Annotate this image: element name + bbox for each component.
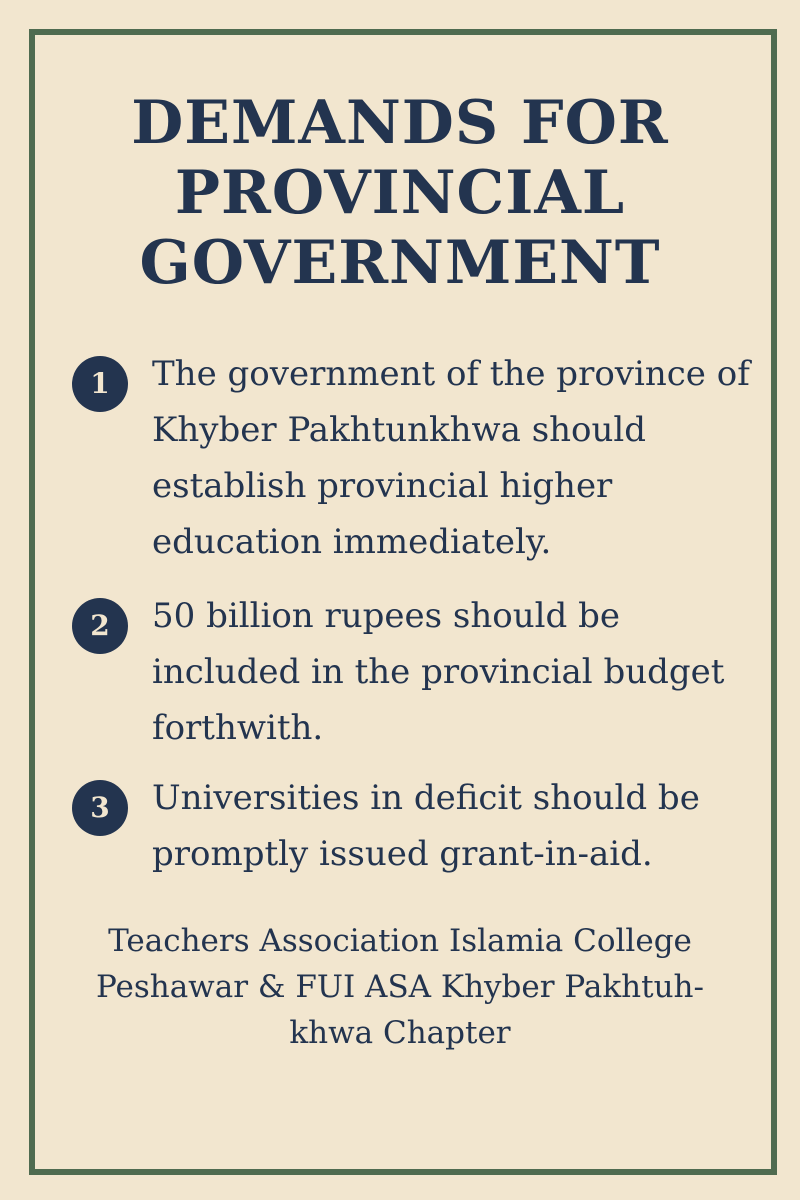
title-line-3: GOVERNMENT [139, 228, 661, 298]
credit-line-2: Peshawar & FUI ASA Khyber Pakhtuh- [96, 969, 704, 1005]
credit-line-3: khwa Chapter [289, 1015, 511, 1051]
demand-text: Universities in deficit should be promptly issued grant-in-aid. [152, 778, 700, 874]
organization-credit [70, 918, 730, 1056]
demand-number-badge: 1 [72, 356, 128, 412]
title-line-1: DEMANDS FOR [131, 88, 669, 158]
title-line-2: PROVINCIAL [174, 158, 626, 228]
demand-number-badge: 2 [72, 598, 128, 654]
demand-text: The government of the province of Khyber Pakhtunkhwa should establish provincial higher education immediately. [152, 354, 750, 562]
demand-text: 50 billion rupees should be included in the provincial budget forthwith. [152, 596, 725, 748]
page-title [0, 88, 800, 298]
demand-number-badge: 3 [72, 780, 128, 836]
credit-line-1: Teachers Association Islamia College [108, 923, 692, 959]
